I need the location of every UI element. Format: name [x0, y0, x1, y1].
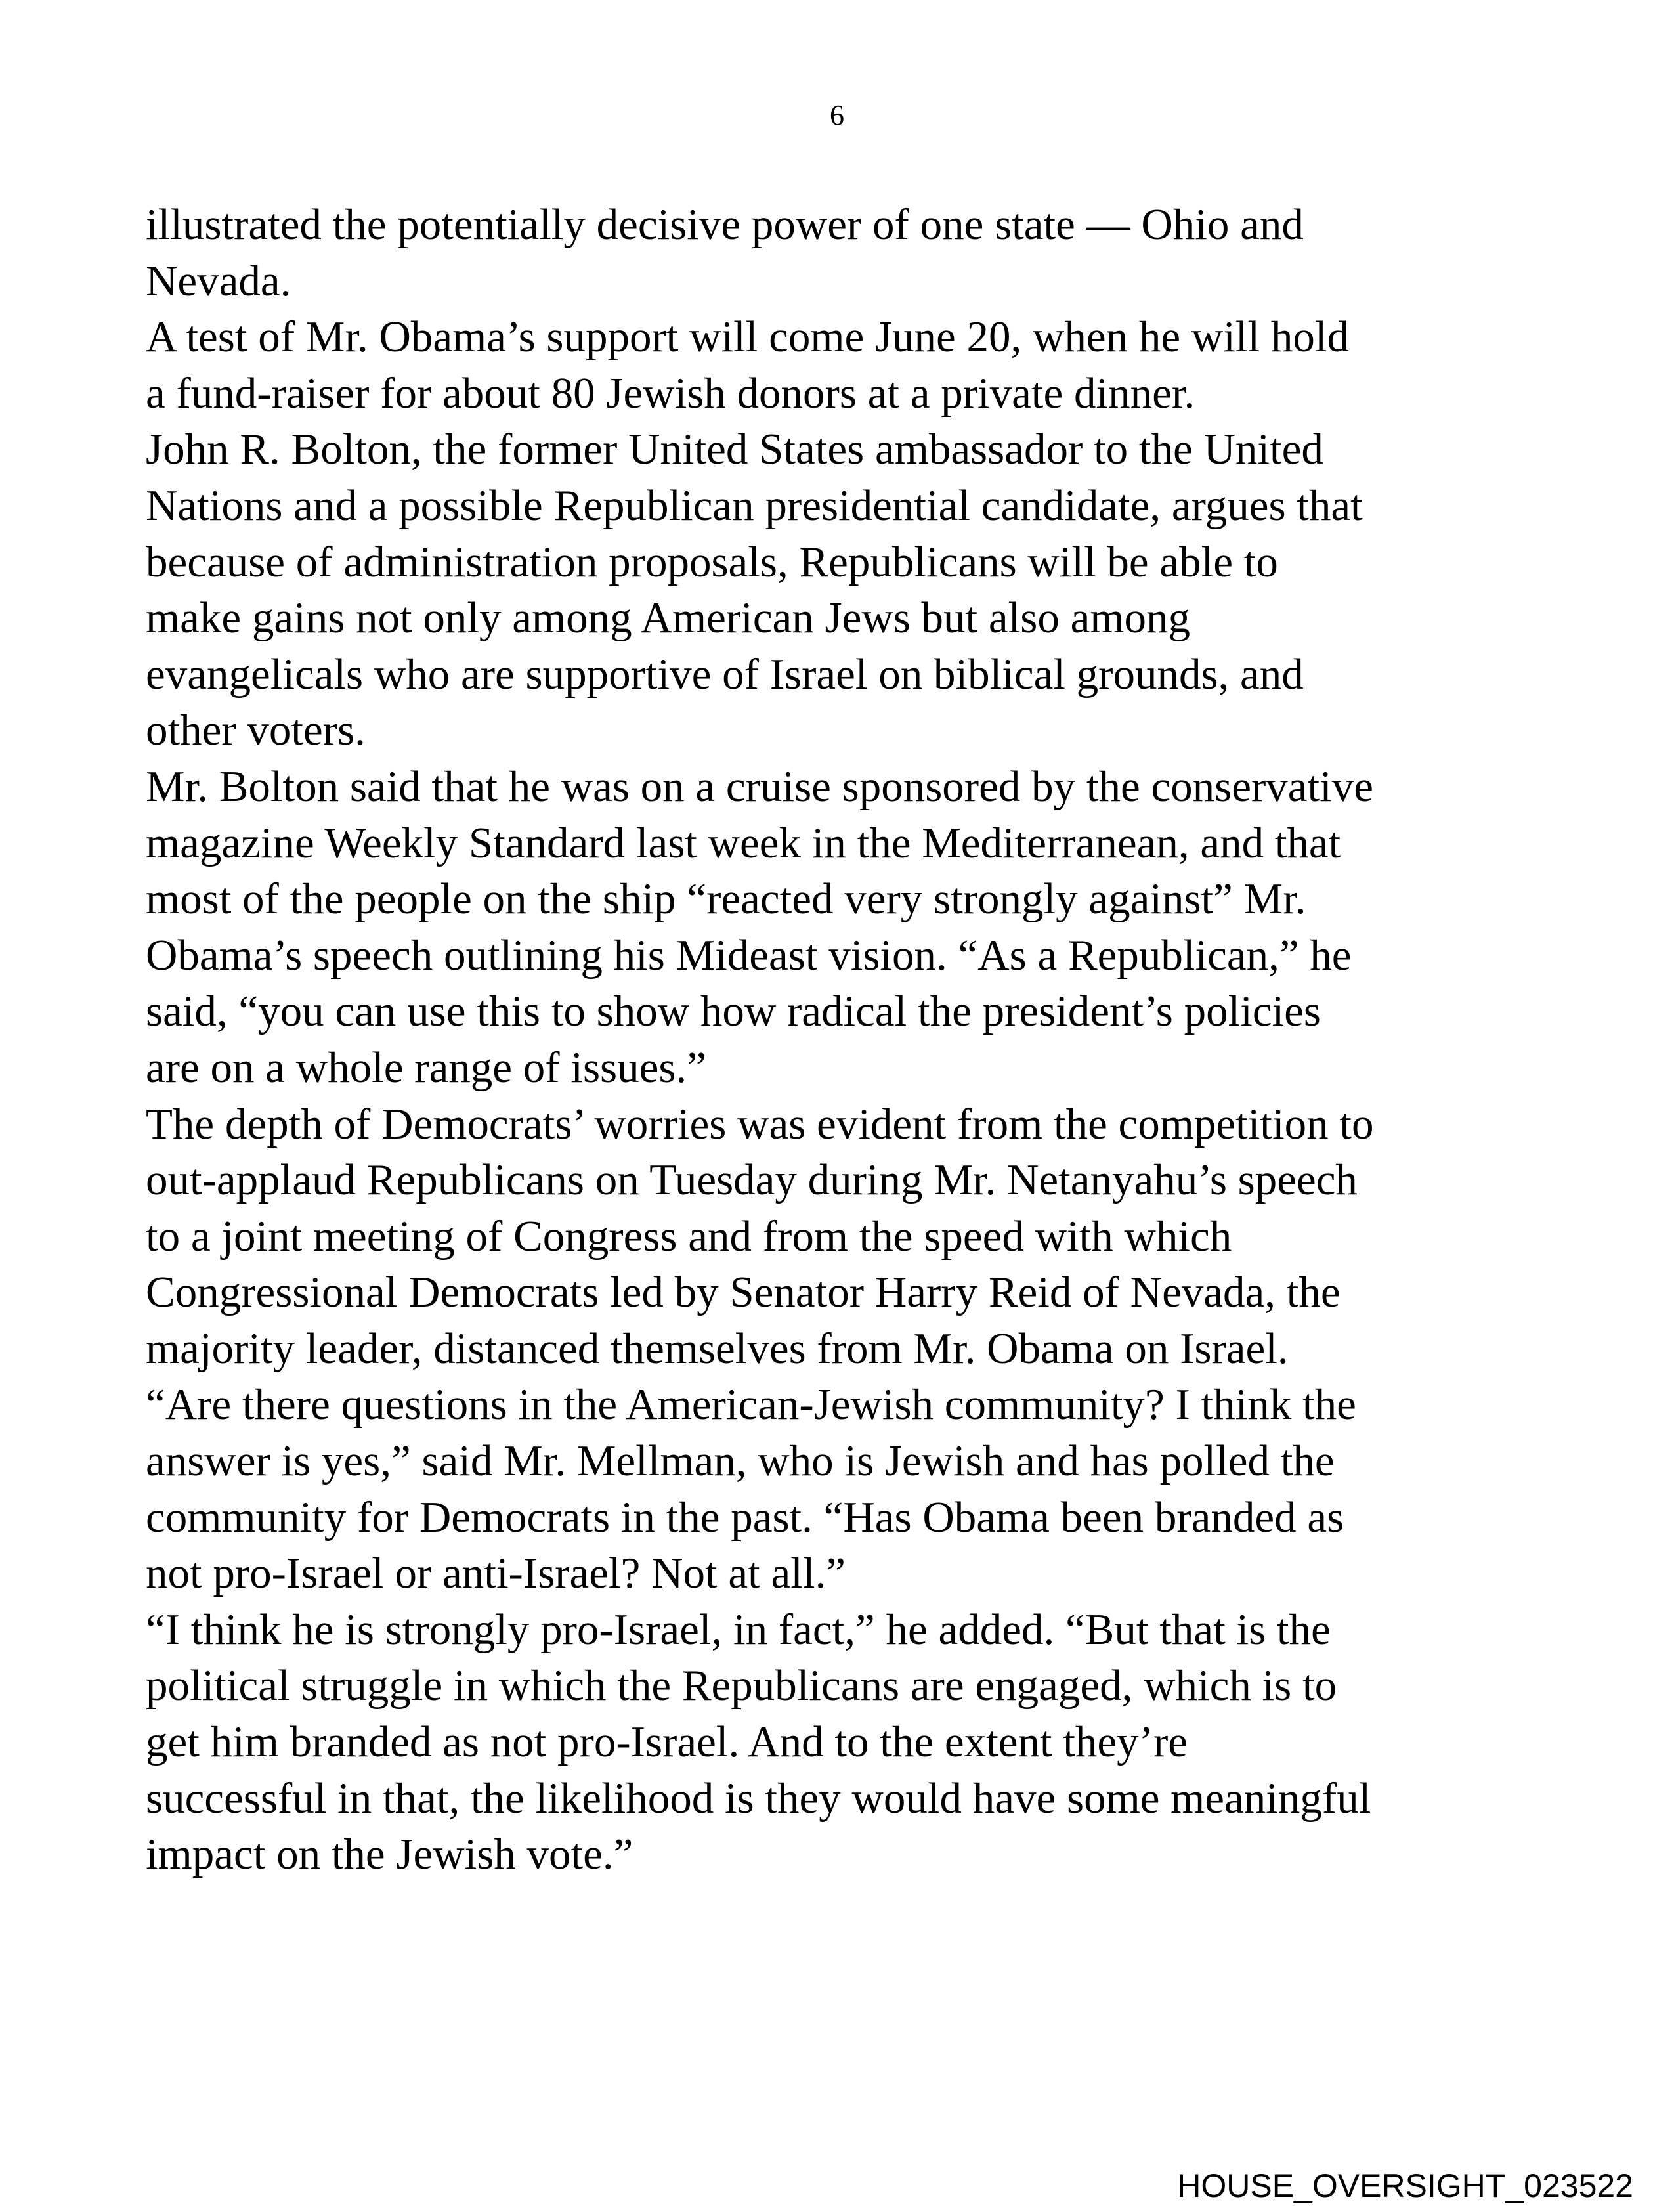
text-line: impact on the Jewish vote.”	[146, 1830, 633, 1879]
text-line: magazine Weekly Standard last week in the Mediterranean, and that	[146, 818, 1341, 867]
text-line: answer is yes,” said Mr. Mellman, who is Jewish and has polled the	[146, 1437, 1335, 1486]
text-line: most of the people on the ship “reacted very strongly against” Mr.	[146, 875, 1306, 924]
text-line: Nevada.	[146, 256, 291, 305]
text-line: out-applaud Republicans on Tuesday during Mr. Netanyahu’s speech	[146, 1156, 1358, 1205]
document-control-number: HOUSE_OVERSIGHT_023522	[1177, 2167, 1633, 2204]
text-line: Obama’s speech outlining his Mideast vision. “As a Republican,” he	[146, 930, 1352, 980]
text-line: get him branded as not pro-Israel. And to the extent they’re	[146, 1718, 1188, 1767]
text-line: majority leader, distanced themselves from Mr. Obama on Israel.	[146, 1324, 1289, 1373]
text-line: Mr. Bolton said that he was on a cruise sponsored by the conservative	[146, 762, 1374, 811]
text-line: said, “you can use this to show how radical the president’s policies	[146, 987, 1321, 1036]
text-line: John R. Bolton, the former United States ambassador to the United	[146, 425, 1323, 474]
text-line: not pro-Israel or anti-Israel? Not at all.”	[146, 1549, 846, 1598]
text-line: “I think he is strongly pro-Israel, in fact,” he added. “But that is the	[146, 1605, 1331, 1654]
text-line: to a joint meeting of Congress and from the speed with which	[146, 1211, 1232, 1261]
text-line: The depth of Democrats’ worries was evident from the competition to	[146, 1099, 1374, 1148]
text-line: illustrated the potentially decisive power of one state — Ohio and	[146, 200, 1304, 249]
text-line: are on a whole range of issues.”	[146, 1043, 706, 1092]
page-number: 6	[830, 99, 844, 131]
text-line: A test of Mr. Obama’s support will come June 20, when he will hold	[146, 313, 1349, 362]
text-line: “Are there questions in the American-Jewish community? I think the	[146, 1380, 1356, 1429]
text-line: Nations and a possible Republican presidential candidate, argues that	[146, 481, 1363, 530]
text-line: Congressional Democrats led by Senator Harry Reid of Nevada, the	[146, 1268, 1341, 1317]
text-line: community for Democrats in the past. “Has Obama been branded as	[146, 1492, 1344, 1542]
text-line: evangelicals who are supportive of Israel on biblical grounds, and	[146, 649, 1304, 699]
article-body	[146, 197, 1577, 1883]
text-line: because of administration proposals, Republicans will be able to	[146, 537, 1278, 586]
text-line: political struggle in which the Republicans are engaged, which is to	[146, 1661, 1337, 1710]
text-line: a fund-raiser for about 80 Jewish donors at a private dinner.	[146, 368, 1195, 418]
text-line: other voters.	[146, 706, 366, 755]
text-line: successful in that, the likelihood is they would have some meaningful	[146, 1773, 1371, 1823]
text-line: make gains not only among American Jews but also among	[146, 594, 1190, 643]
